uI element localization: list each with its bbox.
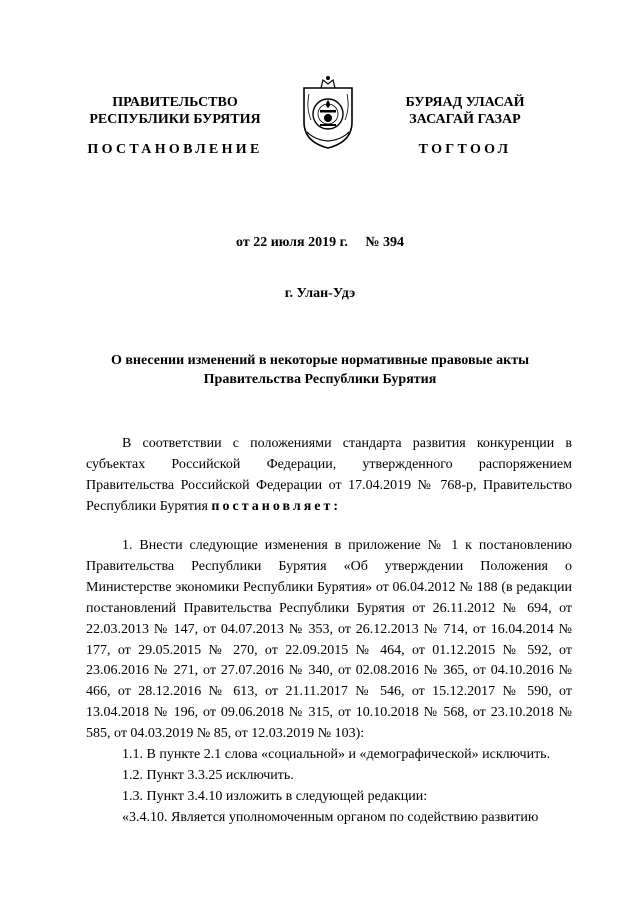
header-left-line-1: ПРАВИТЕЛЬСТВО — [112, 95, 238, 110]
document-date-number — [0, 235, 640, 251]
preamble-paragraph — [86, 434, 572, 518]
document-number: № 394 — [365, 235, 404, 250]
body-items — [86, 536, 572, 829]
item-1-3-quote: «3.4.10. Является уполномоченным органом по содействию развитию — [122, 809, 539, 825]
preamble-text: В соответствии с положениями стандарта развития конкуренции в субъектах Российской Федерации, утвержденного распоряжением Правительства Российской Федерации от 17.04.2019 № 768-р, Правительство Республики Бурятия — [86, 436, 572, 514]
header-right-line-1: БУРЯАД УЛАСАЙ — [405, 95, 525, 110]
header-right-block — [360, 94, 570, 128]
item-1-3: 1.3. Пункт 3.4.10 изложить в следующей редакции: — [122, 788, 428, 804]
header-left-line-2: РЕСПУБЛИКИ БУРЯТИЯ — [89, 112, 261, 127]
document-city: г. Улан-Удэ — [284, 286, 356, 301]
doctype-russian: ПОСТАНОВЛЕНИЕ — [87, 142, 263, 157]
coat-of-arms-icon — [301, 74, 355, 150]
header-right-line-2: ЗАСАГАЙ ГАЗАР — [409, 112, 521, 127]
item-1-1: 1.1. В пункте 2.1 слова «социальной» и «демографической» исключить. — [122, 747, 551, 763]
document-title: О внесении изменений в некоторые нормативные правовые акты Правительства Республики Бурятия — [110, 353, 530, 387]
document-date: от 22 июля 2019 г. — [236, 235, 348, 250]
doctype-buryat: ТОГТООЛ — [418, 142, 512, 157]
header-left-block — [70, 94, 280, 128]
decree-word: постановляет: — [211, 498, 342, 514]
item-1: 1. Внести следующие изменения в приложение № 1 к постановлению Правительства Республики Бурятия «Об утверждении Положения о Министерстве экономики Республики Бурятия» от 06.04.2012 № 188 (в редакции постановлений Правительства Республики Бурятия от 26.11.2012 № 694, от 22.03.2013 № 147, от 04.07.2013 № 353, от 26.12.2013 № 714, от 16.04.2014 № 177, от 29.05.2015 № 270, от 22.09.2015 № 464, от 01.12.2015 № 592, от 23.06.2016 № 271, от 27.07.2016 № 340, от 02.08.2016 № 365, от 04.10.2016 № 466, от 28.12.2016 № 613, от 21.11.2017 № 546, от 15.12.2017 № 590, от 13.04.2018 № 196, от 09.06.2018 № 315, от 10.10.2018 № 568, от 23.10.2018 № 585, от 04.03.2019 № 85, от 12.03.2019 № 103): — [86, 538, 572, 742]
item-1-2: 1.2. Пункт 3.3.25 исключить. — [122, 767, 294, 783]
